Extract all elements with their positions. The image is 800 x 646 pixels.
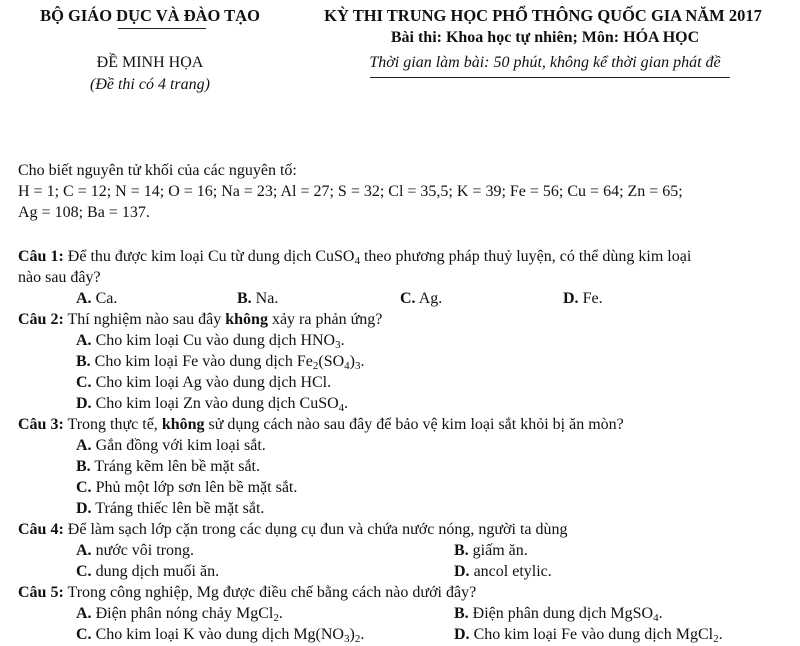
q4-option-c-letter: C. [76,563,92,580]
q3-option-d[interactable] [76,500,264,518]
q5-option-a-sub: 2 [273,612,279,624]
header-rule-right [370,77,730,78]
question-4 [18,521,567,539]
q1-option-d[interactable] [563,290,603,308]
sample-label: ĐỀ MINH HỌA [96,54,204,71]
q2-option-d[interactable] [76,395,348,413]
question-2 [18,311,382,329]
q3-option-c-letter: C. [76,479,92,496]
q3-option-b[interactable] [76,458,260,476]
q2-option-b-sub3: 3 [354,360,361,372]
page-count: (Đề thi có 4 trang) [90,76,210,93]
exam-subject: Bài thi: Khoa học tự nhiên; Môn: HÓA HỌC [390,29,700,46]
q1-option-c-text: Ag. [418,290,443,307]
question-3-label: Câu 3: [18,416,64,433]
question-1-sub: 4 [354,255,360,267]
q3-option-c-text: Phủ một lớp sơn lên bề mặt sắt. [95,479,298,496]
q1-option-b[interactable] [237,290,278,308]
q5-option-b[interactable] [454,605,663,623]
question-1-cont: nào sau đây? [18,269,101,286]
q2-option-d-end: . [344,395,349,412]
question-3-emphasis: không [161,416,205,433]
q1-option-a[interactable] [76,290,117,308]
question-3 [18,416,624,434]
question-5-text: Trong công nghiệp, Mg được điều chế bằng cách nào dưới đây? [67,584,477,601]
q1-option-c[interactable] [400,290,442,308]
q4-option-d-letter: D. [454,563,470,580]
question-2-label: Câu 2: [18,311,64,328]
q4-option-a-letter: A. [76,542,92,559]
q2-option-b-end: . [360,353,365,370]
atomic-mass-line-2: Ag = 108; Ba = 137. [18,204,150,221]
q2-option-a-text: Cho kim loại Cu vào dung dịch HNO [95,332,336,349]
q5-option-c-letter: C. [76,626,92,643]
q5-option-c-sub1: 3 [343,633,350,645]
q4-option-b[interactable] [454,542,528,560]
q1-option-c-letter: C. [400,290,416,307]
q5-option-b-text: Điện phân dung dịch MgSO [472,605,654,622]
question-3-text-a: Trong thực tế, [67,416,158,433]
q5-option-c-end: . [360,626,365,643]
atomic-mass-intro: Cho biết nguyên tử khối của các nguyên tố: [18,162,297,179]
q2-option-b[interactable] [76,353,364,371]
q2-option-a-sub: 3 [335,339,341,351]
q5-option-a-letter: A. [76,605,92,622]
q4-option-a-text: nước vôi trong. [95,542,195,559]
q4-option-b-text: giấm ăn. [472,542,528,559]
atomic-mass-line-1: H = 1; C = 12; N = 14; O = 16; Na = 23; Al = 27; S = 32; Cl = 35,5; K = 39; Fe = 56; Cu = 64; Zn = 65; [18,183,683,200]
q1-option-d-letter: D. [563,290,579,307]
question-1 [18,248,691,266]
question-3-text-b: sử dụng cách nào sau đây để bảo vệ kim loại sắt khỏi bị ăn mòn? [208,416,624,433]
q1-option-b-letter: B. [237,290,252,307]
question-2-text-a: Thí nghiệm nào sau đây [67,311,222,328]
q4-option-d-text: ancol etylic. [473,563,552,580]
q4-option-b-letter: B. [454,542,469,559]
q2-option-a-end: . [340,332,345,349]
question-5 [18,584,476,602]
q2-option-a[interactable] [76,332,345,350]
q5-option-c-text2: ) [349,626,355,643]
q5-option-c-sub2: 2 [354,633,361,645]
q2-option-d-letter: D. [76,395,92,412]
q3-option-a-letter: A. [76,437,92,454]
question-1-label: Câu 1: [18,248,64,265]
q3-option-a[interactable] [76,437,266,455]
q1-option-a-text: Ca. [95,290,118,307]
q5-option-a-text: Điện phân nóng chảy MgCl [95,605,274,622]
q3-option-b-text: Tráng kẽm lên bề mặt sắt. [94,458,260,475]
q5-option-b-end: . [658,605,663,622]
question-1-text-b: theo phương pháp thuỷ luyện, có thể dùng kim loại [363,248,692,265]
ministry-name: BỘ GIÁO DỤC VÀ ĐÀO TẠO [40,6,260,25]
q4-option-c-text: dung dịch muối ăn. [95,563,220,580]
q2-option-b-text3: ) [349,353,355,370]
header-rule-left [118,28,206,29]
q2-option-b-text2: (SO [318,353,345,370]
q2-option-b-text: Cho kim loại Fe vào dung dịch Fe [94,353,313,370]
q1-option-a-letter: A. [76,290,92,307]
q3-option-d-letter: D. [76,500,92,517]
q2-option-c[interactable] [76,374,331,392]
question-1-text-a: Để thu được kim loại Cu từ dung dịch CuSO [67,248,355,265]
q2-option-b-sub1: 2 [312,360,319,372]
question-2-emphasis: không [225,311,268,328]
q5-option-b-letter: B. [454,605,469,622]
q5-option-d-letter: D. [454,626,470,643]
q5-option-c[interactable] [76,626,364,644]
q5-option-d-sub: 2 [713,633,719,645]
exam-title: KỲ THI TRUNG HỌC PHỔ THÔNG QUỐC GIA NĂM 2017 [324,6,762,25]
q2-option-b-sub2: 4 [344,360,350,372]
time-limit: Thời gian làm bài: 50 phút, không kể thời gian phát đề [369,54,721,71]
question-2-text-b: xảy ra phản ứng? [271,311,383,328]
q5-option-d[interactable] [454,626,723,644]
q1-option-d-text: Fe. [582,290,603,307]
q4-option-d[interactable] [454,563,552,581]
q2-option-d-text: Cho kim loại Zn vào dung dịch CuSO [95,395,339,412]
q3-option-c[interactable] [76,479,297,497]
q4-option-c[interactable] [76,563,219,581]
q4-option-a[interactable] [76,542,194,560]
question-4-text: Để làm sạch lớp cặn trong các dụng cụ đun và chứa nước nóng, người ta dùng [67,521,568,538]
q5-option-c-text: Cho kim loại K vào dung dịch Mg(NO [95,626,344,643]
q5-option-d-end: . [718,626,723,643]
q5-option-a[interactable] [76,605,283,623]
q5-option-a-end: . [278,605,283,622]
question-5-label: Câu 5: [18,584,64,601]
q2-option-a-letter: A. [76,332,92,349]
q2-option-d-sub: 4 [338,402,345,414]
q3-option-d-text: Tráng thiếc lên bề mặt sắt. [95,500,265,517]
q5-option-d-text: Cho kim loại Fe vào dung dịch MgCl [473,626,714,643]
q2-option-c-text: Cho kim loại Ag vào dung dịch HCl. [95,374,332,391]
q2-option-c-letter: C. [76,374,92,391]
q3-option-a-text: Gắn đồng với kim loại sắt. [95,437,266,454]
question-4-label: Câu 4: [18,521,64,538]
q3-option-b-letter: B. [76,458,91,475]
q2-option-b-letter: B. [76,353,91,370]
q1-option-b-text: Na. [255,290,279,307]
q5-option-b-sub: 4 [653,612,659,624]
